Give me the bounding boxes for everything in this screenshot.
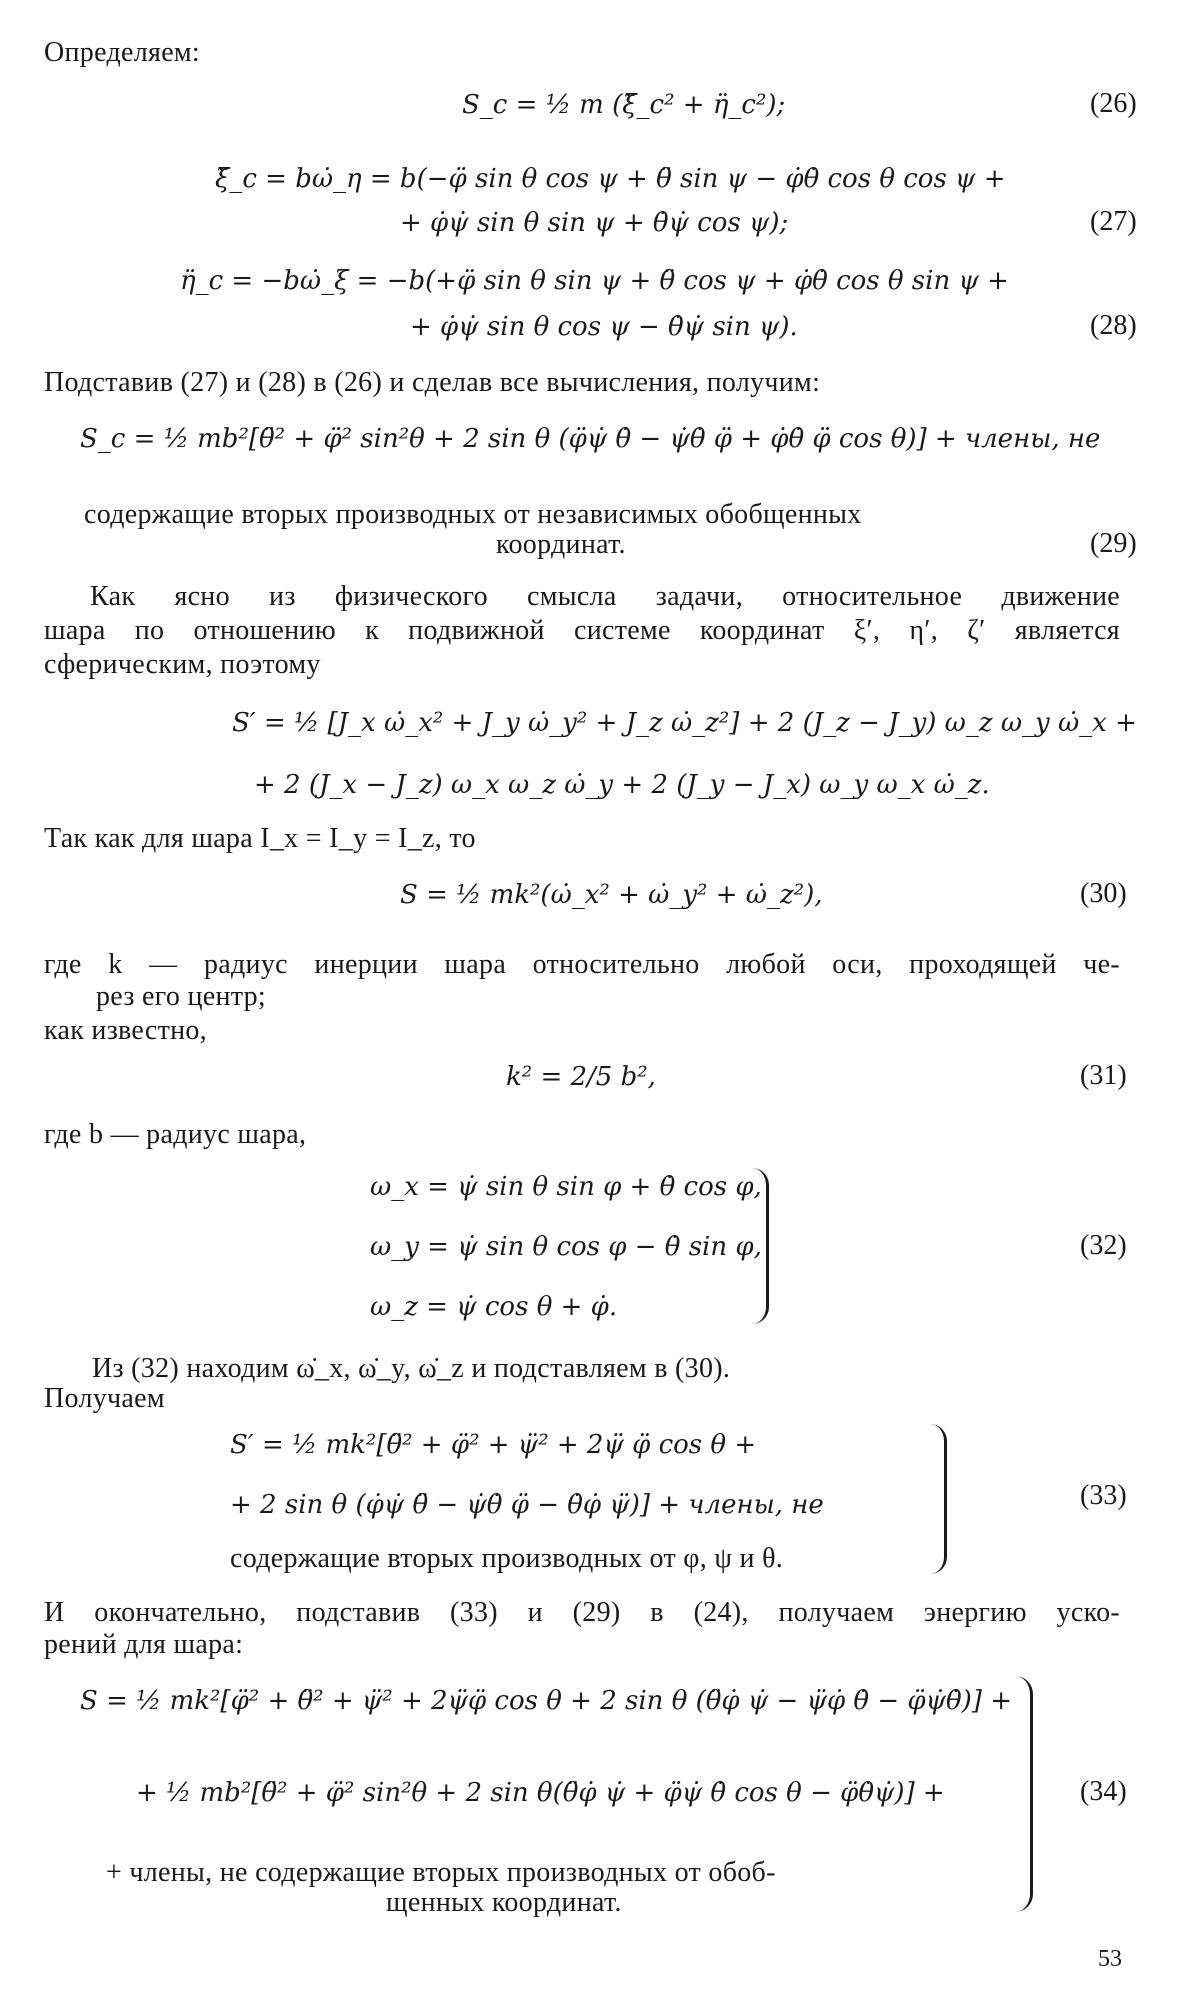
text-line: Получаем (44, 1383, 165, 1414)
equation-number: (26) (1090, 88, 1137, 119)
equation-line: S = ½ mk²[φ̈² + θ̈² + ψ̈² + 2ψ̈φ̈ cos θ + 2 sin θ (θ̈φ̇ ψ̇ − ψ̈φ̇ θ̇ − φ̈ψ̇θ̇)] + (80, 1686, 1012, 1716)
equation-number: (34) (1080, 1776, 1127, 1807)
equation-line: + ½ mb²[θ̈² + φ̈² sin²θ + 2 sin θ(θ̈φ̇ ψ̇ + φ̈ψ̇ θ̇ cos θ − φ̈θ̇ψ̇)] + (136, 1778, 945, 1808)
equation-line: k² = 2/5 b², (506, 1062, 656, 1092)
equation-line: η̈_c = −bω̇_ξ = −b(+φ̈ sin θ sin ψ + θ̈ cos ψ + φ̇θ̇ cos θ sin ψ + (180, 266, 1009, 296)
equation-line: ω_y = ψ̇ sin θ cos φ − θ̇ sin φ, (370, 1232, 762, 1262)
equation-line: + φ̇ψ̇ sin θ sin ψ + θ̇ψ̇ cos ψ); (400, 208, 789, 238)
equation-number: (30) (1080, 878, 1127, 909)
text-line: сферическим, поэтому (44, 649, 321, 680)
right-brace (930, 1424, 947, 1574)
equation-line: S′ = ½ mk²[θ̈² + φ̈² + ψ̈² + 2ψ̈ φ̈ cos θ + (230, 1430, 757, 1460)
text-line: как известно, (44, 1015, 207, 1046)
equation-line: ω_x = ψ̇ sin θ sin φ + θ̇ cos φ, (370, 1172, 762, 1202)
right-brace (752, 1168, 769, 1324)
equation-line: + φ̇ψ̇ sin θ cos ψ − θ̇ψ̇ sin ψ). (410, 312, 798, 342)
equation-line: S = ½ mk²(ω̇_x² + ω̇_y² + ω̇_z²), (400, 880, 823, 910)
equation-line: S_c = ½ mb²[θ̈² + φ̈² sin²θ + 2 sin θ (φ̈ψ̇ θ̇ − ψ̇θ̇ φ̈ + φ̇θ̇ φ̈ cos θ)] + члены, не (80, 424, 1101, 454)
text-line: Подставив (27) и (28) в (26) и сделав все вычисления, получим: (44, 367, 821, 398)
text-line: рений для шара: (44, 1629, 244, 1660)
equation-number: (31) (1080, 1060, 1127, 1091)
text-line: щенных координат. (386, 1887, 622, 1918)
equation-line: + 2 sin θ (φ̇ψ̇ θ̈ − ψ̇θ̇ φ̈ − θ̇φ̇ ψ̈)] + члены, не (230, 1490, 824, 1520)
text-line: + члены, не содержащие вторых производных от обоб- (106, 1857, 776, 1888)
text-line: Из (32) находим ω̇_x, ω̇_y, ω̇_z и подставляем в (30). (92, 1353, 731, 1384)
equation-number: (29) (1090, 528, 1137, 559)
text-line: рез его центр; (96, 981, 266, 1012)
equation-line: ω_z = ψ̇ cos θ + φ̇. (370, 1292, 618, 1322)
equation-line: + 2 (J_x − J_z) ω_x ω_z ω̇_y + 2 (J_y − J_x) ω_y ω_x ω̇_z. (254, 770, 990, 800)
text-line: Определяем: (44, 37, 201, 68)
text-line: координат. (496, 529, 626, 560)
text-line: И окончательно, подставив (33) и (29) в (24), получаем энергию уско- (44, 1597, 1120, 1628)
page-number: 53 (1098, 1946, 1122, 1972)
equation-line: S′ = ½ [J_x ω̇_x² + J_y ω̇_y² + J_z ω̇_z²] + 2 (J_z − J_y) ω_z ω_y ω̇_x + (232, 708, 1137, 738)
text-line: Так как для шара I_x = I_y = I_z, то (44, 823, 476, 854)
text-line: где b — радиус шара, (44, 1119, 307, 1150)
equation-number: (32) (1080, 1230, 1127, 1261)
text-line: содержащие вторых производных от φ, ψ и θ. (230, 1543, 784, 1574)
right-brace (1014, 1676, 1033, 1912)
equation-line: ξ̈_c = bω̇_η = b(−φ̈ sin θ cos ψ + θ̈ sin ψ − φ̇θ̇ cos θ cos ψ + (215, 164, 1006, 194)
text-line: содержащие вторых производных от независимых обобщенных (84, 499, 862, 530)
text-line: где k — радиус инерции шара относительно любой оси, проходящей че- (44, 949, 1120, 980)
text-line: Как ясно из физического смысла задачи, относительное движение (90, 581, 1120, 612)
text-line: шара по отношению к подвижной системе координат ξ′, η′, ζ′ является (44, 615, 1120, 646)
equation-number: (33) (1080, 1480, 1127, 1511)
equation-number: (28) (1090, 310, 1137, 341)
equation-number: (27) (1090, 206, 1137, 237)
equation-line: S_c = ½ m (ξ̈_c² + η̈_c²); (462, 90, 786, 120)
